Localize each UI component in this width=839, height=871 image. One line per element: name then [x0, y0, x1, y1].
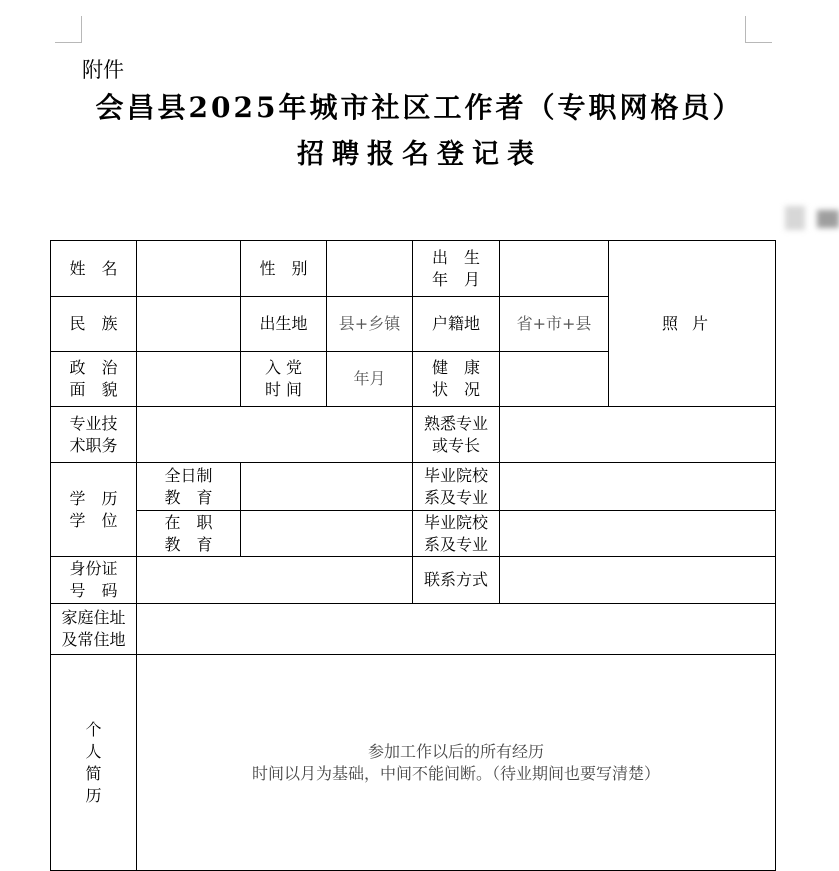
home-address-field[interactable] — [137, 604, 776, 655]
resume-label: 个 人 简 历 — [51, 655, 137, 871]
health-field[interactable] — [500, 352, 609, 407]
political-status-label: 政 治 面 貌 — [51, 352, 137, 407]
fulltime-school-field[interactable] — [500, 463, 776, 511]
birth-date-label: 出 生 年 月 — [413, 241, 500, 297]
resume-hint-line-2: 时间以月为基础，中间不能间断。（待业期间也要写清楚） — [251, 763, 660, 783]
id-number-field[interactable] — [137, 557, 413, 604]
gender-label: 性 别 — [241, 241, 327, 297]
specialty-label: 熟悉专业 或专长 — [413, 407, 500, 463]
birthplace-field[interactable]: 县+乡镇 — [327, 297, 413, 352]
fulltime-education-field[interactable] — [241, 463, 413, 511]
technical-title-field[interactable] — [137, 407, 413, 463]
attachment-label: 附件 — [82, 58, 124, 82]
parttime-school-field[interactable] — [500, 511, 776, 557]
birth-date-field[interactable] — [500, 241, 609, 297]
fulltime-school-label: 毕业院校 系及专业 — [413, 463, 500, 511]
gender-field[interactable] — [327, 241, 413, 297]
technical-title-label: 专业技 术职务 — [51, 407, 137, 463]
home-address-label: 家庭住址 及常住地 — [51, 604, 137, 655]
political-status-field[interactable] — [137, 352, 241, 407]
document-title: 会昌县2025年城市社区工作者（专职网格员） — [95, 91, 744, 124]
page-corner-mark-left — [55, 16, 82, 43]
name-field[interactable] — [137, 241, 241, 297]
document-subtitle: 招聘报名登记表 — [297, 139, 542, 170]
parttime-education-field[interactable] — [241, 511, 413, 557]
party-date-label: 入 党 时 间 — [241, 352, 327, 407]
parttime-education-label: 在 职 教 育 — [137, 511, 241, 557]
hukou-field[interactable]: 省+市+县 — [500, 297, 609, 352]
page-corner-mark-right — [745, 16, 772, 43]
birthplace-label: 出生地 — [241, 297, 327, 352]
photo-box[interactable]: 照片 — [609, 241, 776, 407]
id-number-label: 身份证 号 码 — [51, 557, 137, 604]
ethnicity-label: 民 族 — [51, 297, 137, 352]
blurred-overlay-left — [785, 206, 805, 230]
name-label: 姓 名 — [51, 241, 137, 297]
parttime-school-label: 毕业院校 系及专业 — [413, 511, 500, 557]
blurred-overlay-right — [817, 210, 839, 228]
contact-field[interactable] — [500, 557, 776, 604]
health-label: 健 康 状 况 — [413, 352, 500, 407]
resume-hint-line-1: 参加工作以后的所有经历 — [367, 741, 544, 761]
party-date-field[interactable]: 年月 — [327, 352, 413, 407]
ethnicity-field[interactable] — [137, 297, 241, 352]
specialty-field[interactable] — [500, 407, 776, 463]
registration-form-table — [50, 240, 776, 871]
resume-field[interactable] — [137, 655, 776, 871]
education-degree-label: 学 历 学 位 — [51, 463, 137, 557]
contact-label: 联系方式 — [413, 557, 500, 604]
fulltime-education-label: 全日制 教 育 — [137, 463, 241, 511]
hukou-label: 户籍地 — [413, 297, 500, 352]
